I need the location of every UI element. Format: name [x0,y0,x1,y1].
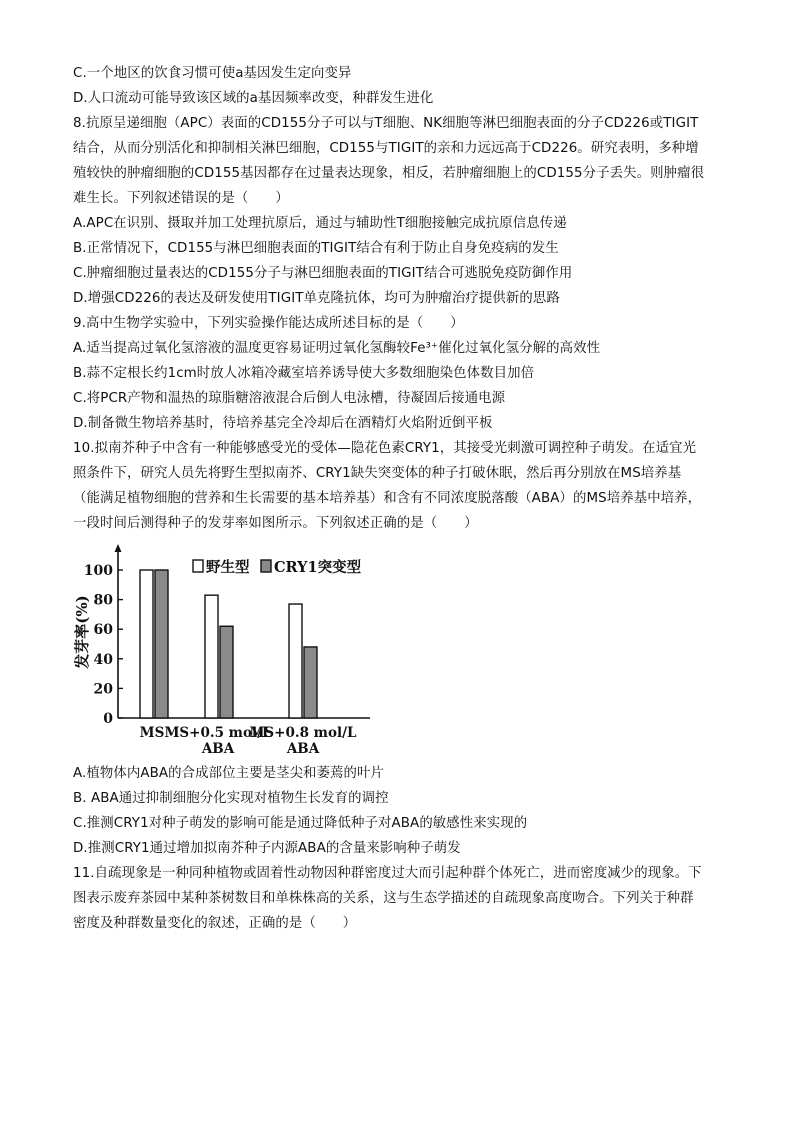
text-line: 难生长。下列叙述错误的是（ ） [73,191,289,206]
text-line: B.正常情况下，CD155与淋巴细胞表面的TIGIT结合有利于防止自身免疫病的发生 [73,241,559,256]
option-c: C.推测CRY1对种子萌发的影响可能是通过降低种子对ABA的敏感性来实现的 [73,816,528,831]
y-tick-label: 0 [103,711,113,727]
option-d: D.推测CRY1通过增加拟南芥种子内源ABA的含量来影响种子萌发 [73,841,461,856]
option-a: A.植物体内ABA的合成部位主要是茎尖和萎蔫的叶片 [73,766,384,781]
y-tick-label: 80 [93,592,113,609]
text-line: 8.抗原呈递细胞（APC）表面的CD155分子可以与T细胞、NK细胞等淋巴细胞表面的分子CD226或TIGIT [73,116,699,131]
text-line: （能满足植物细胞的营养和生长需要的基本培养基）和含有不同浓度脱落酸（ABA）的MS培养基中培养， [73,491,702,506]
bar-wild-type [140,570,153,718]
text-line: 密度及种群数量变化的叙述，正确的是（ ） [73,916,357,931]
y-tick-label: 100 [83,563,113,579]
y-tick-label: 20 [93,681,113,698]
bar-wild-type [289,604,302,718]
legend-swatch-mutant [261,560,271,572]
y-axis-arrow [115,544,122,552]
bar-cry1-mutant [304,647,317,718]
x-tick-label: MS+0.8 mol/L [249,725,357,741]
legend [193,558,362,576]
text-line: 9.高中生物学实验中，下列实验操作能达成所述目标的是（ ） [73,316,464,331]
text-line: 一段时间后测得种子的发芽率如图所示。下列叙述正确的是（ ） [73,516,478,531]
bar-wild-type [205,595,218,718]
legend-label-mutant: CRY1突变型 [274,559,362,576]
y-tick-label: 40 [93,651,113,668]
text-line: 照条件下，研究人员先将野生型拟南芥、CRY1缺失突变体的种子打破休眠，然后再分别放在MS培养基 [73,466,682,481]
bar-cry1-mutant [155,570,168,718]
text-line: A.适当提高过氧化氢溶液的温度更容易证明过氧化氢酶较Fe³⁺催化过氧化氢分解的高效性 [73,341,601,356]
text-line: D.制备微生物培养基时，待培养基完全冷却后在酒精灯火焰附近倒平板 [73,416,493,431]
text-line: 11.自疏现象是一种同种植物或固着性动物因种群密度过大而引起种群个体死亡，进而密度减少的现象。下 [73,866,702,881]
text-line: B.蒜不定根长约1cm时放人冰箱冷藏室培养诱导使大多数细胞染色体数目加倍 [73,366,535,381]
option-b: B. ABA通过抑制细胞分化实现对植物生长发育的调控 [73,791,389,806]
text-line: D.人口流动可能导致该区域的a基因频率改变，种群发生进化 [73,91,434,106]
text-line: C.肿瘤细胞过量表达的CD155分子与淋巴细胞表面的TIGIT结合可逃脱免疫防御作用 [73,266,573,281]
bar-cry1-mutant [220,626,233,718]
x-tick-label: ABA [286,741,320,757]
germination-rate-chart [60,540,380,760]
text-line: 结合，从而分别活化和抑制相关淋巴细胞，CD155与TIGIT的亲和力远远高于CD226。研究表明，多种增 [73,141,699,156]
x-tick-label: ABA [201,741,235,757]
text-line: A.APC在识别、摄取并加工处理抗原后，通过与辅助性T细胞接触完成抗原信息传递 [73,216,567,231]
text-line: C.将PCR产物和温热的琼脂糖溶液混合后倒人电泳槽，待凝固后接通电源 [73,391,506,406]
legend-swatch-wild [193,560,203,572]
text-line: C.一个地区的饮食习惯可使a基因发生定向变异 [73,66,352,81]
text-line: D.增强CD226的表达及研发使用TIGIT单克隆抗体，均可为肿瘤治疗提供新的思路 [73,291,560,306]
text-line: 图表示废弃茶园中某种茶树数目和单株株高的关系，这与生态学描述的自疏现象高度吻合。下列关于种群 [73,891,694,906]
x-tick-label: MS+0.5 mol/L [164,725,272,741]
y-axis-label: 发芽率(%) [73,595,91,669]
y-tick-label: 60 [93,622,113,639]
bars [140,570,317,718]
legend-label-wild: 野生型 [206,559,250,576]
text-line: 10.拟南芥种子中含有一种能够感受光的受体—隐花色素CRY1，其接受光刺激可调控种子萌发。在适宜光 [73,441,697,456]
x-tick-label: MS [139,725,165,741]
x-tick-labels [140,725,357,757]
text-line: 殖较快的肿瘤细胞的CD155基因都存在过量表达现象，相反，若肿瘤细胞上的CD155分子丢失。则肿瘤很 [73,166,705,181]
